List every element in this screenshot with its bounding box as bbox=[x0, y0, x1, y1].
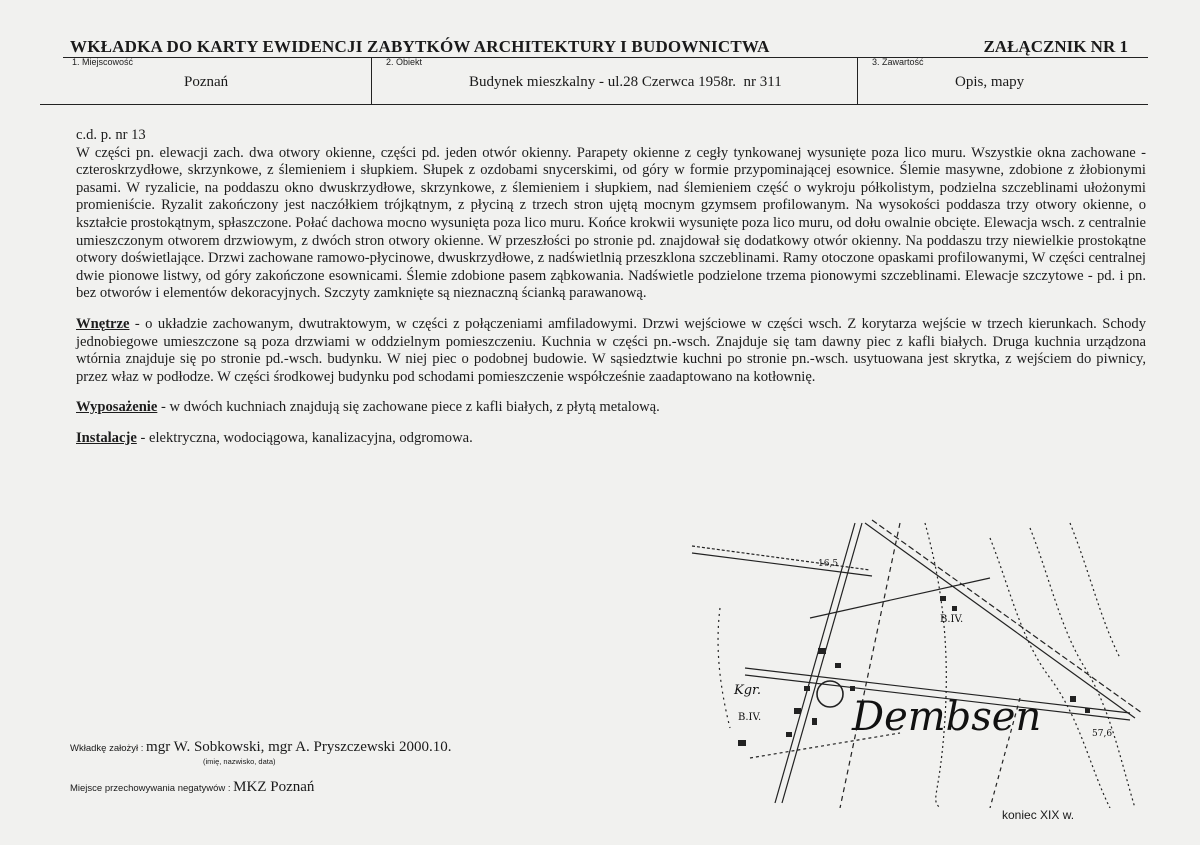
historical-map bbox=[690, 518, 1150, 808]
field-divider-2 bbox=[857, 57, 858, 105]
created-by-row bbox=[70, 738, 451, 756]
map-biv-label-2: B.IV. bbox=[940, 614, 964, 625]
map-number-label: 16,5 bbox=[818, 559, 839, 569]
created-by-label: Wkładkę założył : bbox=[70, 743, 147, 754]
annex-number: ZAŁĄCZNIK NR 1 bbox=[983, 37, 1128, 56]
place-label: 1. Miejscowość bbox=[72, 57, 134, 67]
object-value: Budynek mieszkalny - ul.28 Czerwca 1958r. nr 311 bbox=[469, 74, 782, 90]
field-divider-1 bbox=[371, 57, 372, 105]
map-caption: koniec XIX w. bbox=[1002, 808, 1075, 822]
object-label: 2. Obiekt bbox=[386, 57, 423, 67]
description-body bbox=[76, 127, 1146, 448]
interior-heading: Wnętrze bbox=[76, 315, 130, 332]
storage-value: MKZ Poznań bbox=[233, 779, 315, 795]
continuation-note: c.d. p. nr 13 bbox=[76, 127, 146, 143]
interior-text: - o układzie zachowanym, dwutraktowym, w części z połączeniami amfiladowymi. Drzwi wejściowe w części wsch. Z korytarza wejście w trzech kierunkach. Schody jednobiegowe umieszczone są poza drzwiami w oddzielnym pomieszczeniu. Kuchnia w części pn.-wsch. Znajduje się tam dawny piec z kafli białych. Druga kuchnia urządzona wtórnia znajduje się po stronie pd.-wsch. budynku. W niej piec o podobnej budowie. W sąsiedztwie kuchni po stronie pn.-wsch. usytuowana jest skrytka, z wejściem do piwnicy, przez właz w podłodze. W części środkowej budynku pod schodami pomieszczenie współcześnie zaadaptowano na kotłownię. bbox=[76, 315, 1146, 385]
storage-label: Miejsce przechowywania negatywów : bbox=[70, 783, 234, 794]
map-drawing bbox=[690, 518, 1150, 808]
map-kgr-label: Kgr. bbox=[734, 683, 761, 698]
installations-heading: Instalacje bbox=[76, 429, 137, 446]
document-title: WKŁADKA DO KARTY EWIDENCJI ZABYTKÓW ARCHITEKTURY I BUDOWNICTWA bbox=[70, 37, 770, 56]
interior-paragraph bbox=[76, 316, 1146, 386]
installations-paragraph bbox=[76, 430, 1146, 448]
header-top-rule bbox=[63, 57, 1148, 58]
place-value: Poznań bbox=[184, 74, 229, 90]
created-by-value: mgr W. Sobkowski, mgr A. Pryszczewski 2000.10. bbox=[146, 739, 452, 755]
equipment-paragraph bbox=[76, 399, 1146, 417]
header-bottom-rule bbox=[40, 104, 1148, 105]
content-value: Opis, mapy bbox=[955, 74, 1025, 90]
exterior-description: W części pn. elewacji zach. dwa otwory okienne, części pd. jeden otwór okienny. Parapety okienne z cegły tynkowanej wysunięte poza lico muru. Wszystkie okna zachowane - czteroskrzydłowe, skrzynkowe, z ślemieniem i słupkiem. Słupek z ozdobami snycerskimi, od góry w formie przypominającej esownice. Ślemie masywne, zdobione z żłobionymi pasami. W ryzalicie, na poddaszu okno dwuskrzydłowe, skrzynkowe, z ślemieniem i słupkiem, nad ślemieniem część o wykroju półkolistym, podzielna szczeblinami ułożonymi promieniście. Ryzalit zakończony jest naczółkiem trójkątnym, z płyciną z trzech stron ujętą mocnym gzymsem profilowanym. Na wysokości poddasza trzy otwory okienne, o kształcie prostokątnym, spłaszczone. Połać dachowa mocno wysunięta poza lico muru. Końce krokwii wysunięte poza lico muru, od dołu owalnie obcięte. Elewacja wsch. z centralnie umieszczonym otworem drzwiowym, z dwóch stron otwory okienne. W przeszłości po stronie pd. znajdował się dodatkowy otwór okienny. Na poddaszu trzy niewielkie prostokątne otwory doświetlające. Drzwi zachowane ramowo-płycinowe, dwuskrzydłowe, z nadświetlnią przeszklona szczeblinami. Ramy otoczone opaskami profilowanymi, W części centralnej dwie pionowe listwy, od góry zakończone esownicami. Ślemie zdobione pasem ząbkowania. Nadświetle podzielone trzema pionowymi szczeblinami. Elewacje szczytowe - pd. i pn. bez otworów i elementów dekoracyjnych. Szczyty zamknięte są nieznaczną ścianką parawanową. bbox=[76, 144, 1146, 302]
equipment-heading: Wyposażenie bbox=[76, 399, 158, 416]
map-biv-label: B.IV. bbox=[738, 712, 762, 723]
map-number-label-2: 57,6 bbox=[1092, 729, 1113, 739]
map-place-label: Dembsen bbox=[852, 694, 1042, 740]
equipment-text: - w dwóch kuchniach znajdują się zachowane piece z kafli białych, z płytą metalową. bbox=[157, 399, 660, 416]
created-by-hint: (imię, nazwisko, data) bbox=[203, 757, 276, 766]
content-label: 3. Zawartość bbox=[872, 57, 924, 67]
installations-text: - elektryczna, wodociągowa, kanalizacyjna, odgromowa. bbox=[136, 429, 473, 446]
storage-row bbox=[70, 778, 314, 796]
